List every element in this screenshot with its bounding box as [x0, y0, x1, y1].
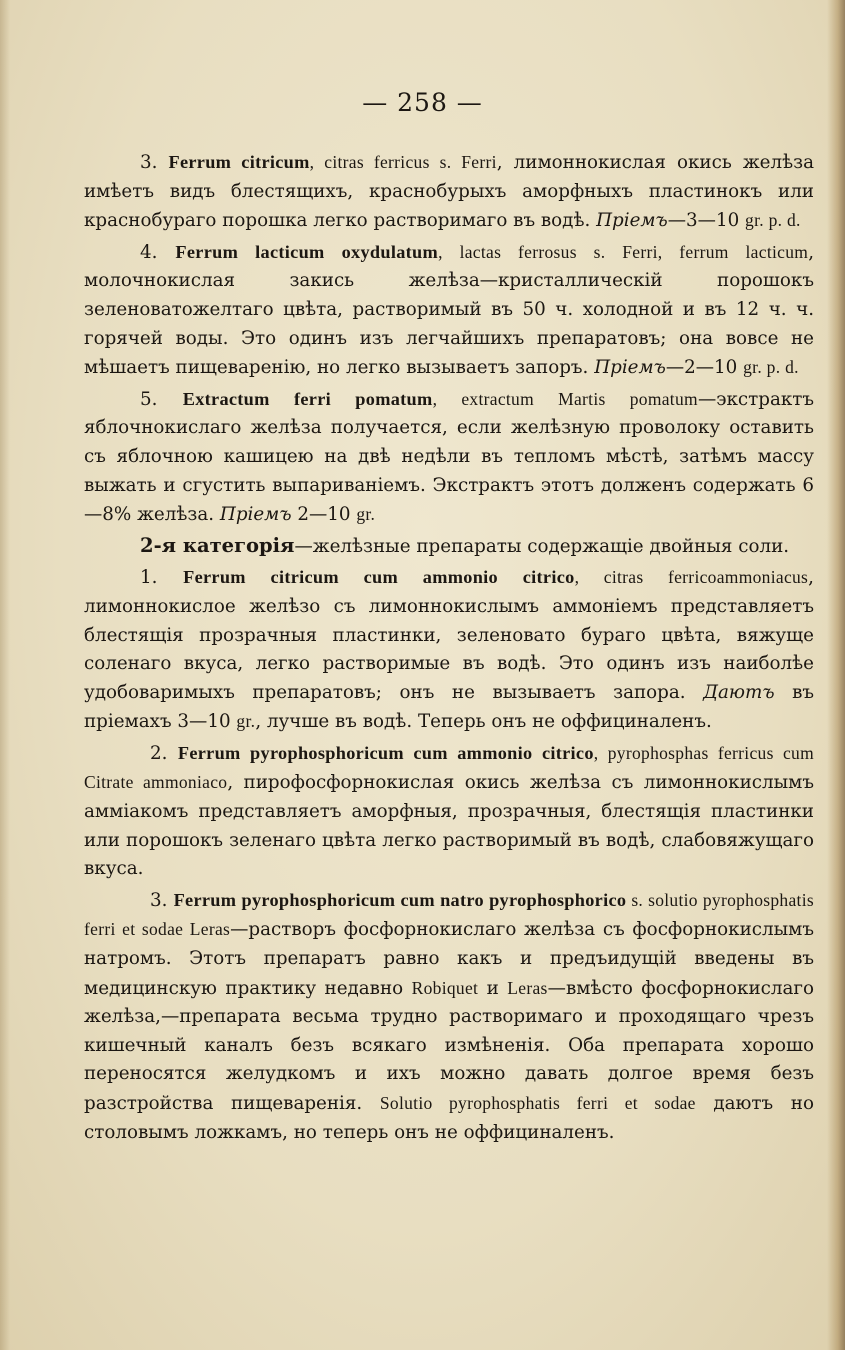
text-run: 2.	[150, 742, 178, 764]
drug-name: Ferrum lacticum oxydulatum	[175, 241, 439, 262]
text-run: , лимоннокислая окись желѣза имѣетъ видъ блестящихъ, краснобурыхъ аморфныхъ пластинокъ или краснобураго порошка легко растворимаго въ водѣ.	[84, 152, 814, 232]
text-run: 3.	[140, 152, 169, 173]
text-run: 2—10	[291, 504, 357, 526]
paragraph-category-2	[84, 532, 814, 562]
latin-term: , extractum Martis pomatum	[432, 388, 698, 409]
dosage-label: Пріемъ	[596, 210, 668, 232]
paragraph-ferrum-citricum-ammonio	[84, 563, 814, 737]
body-text	[84, 148, 814, 1149]
latin-term: gr.	[356, 504, 376, 525]
drug-name: Ferrum citricum cum ammonio citrico	[183, 567, 575, 588]
latin-term: , citras ferricus s. Ferri	[309, 152, 497, 172]
paragraph-ferrum-lacticum	[84, 238, 814, 383]
drug-name: Extractum ferri pomatum	[182, 388, 433, 409]
text-run: 1.	[140, 567, 184, 589]
latin-term: Robiquet	[411, 977, 479, 998]
dosage-label: Пріемъ	[594, 357, 666, 379]
latin-term: , citras ferricoammoniacus	[574, 567, 809, 588]
latin-term: Solutio pyrophosphatis ferri et sodae	[379, 1093, 696, 1113]
text-run: , пирофосфорнокислая окись желѣза съ лимоннокислымъ амміакомъ представляетъ аморфныя, прозрачныя, блестящія пластинки или порошокъ зеленаго цвѣта легко растворимый въ водѣ, слабовяжущаго вкуса.	[84, 772, 815, 880]
text-run: , лучше въ водѣ. Теперь онъ не оффициналенъ.	[255, 711, 712, 733]
text-run: —экстрактъ яблочнокислаго желѣза получается, если желѣзную проволоку оставить съ яблочною кашицею на двѣ недѣли въ тепломъ мѣстѣ, затѣмъ массу выжать и сгустить выпариваніемъ. Экстрактъ этотъ долженъ содержать 6—8% желѣза.	[84, 388, 815, 526]
text-run: и	[478, 977, 508, 999]
text-run: , молочнокислая закись желѣза—кристаллическій порошокъ зеленоватожелтаго цвѣта, растворимый въ 50 ч. холодной и въ 12 ч. ч. горячей воды. Это одинъ изъ легчайшихъ препаратовъ; она вовсе не мѣшаетъ пищеваренію, но легко вызываетъ запоръ.	[84, 241, 814, 379]
paragraph-ferrum-citricum	[84, 148, 814, 236]
text-run: 4.	[140, 241, 176, 263]
paragraph-extractum-ferri	[84, 385, 814, 530]
text-run: въ пріемахъ 3—10	[84, 681, 815, 733]
paragraph-ferrum-pyrophosphoricum-natro	[84, 886, 814, 1147]
page-shadow-left	[0, 0, 10, 1350]
dosage-label: Даютъ	[703, 681, 775, 703]
paragraph-ferrum-pyrophosphoricum-ammonio	[84, 739, 814, 884]
dosage-label: Пріемъ	[219, 504, 292, 526]
drug-name: Ferrum citricum	[168, 152, 310, 172]
page-number: — 258 —	[362, 88, 483, 117]
latin-term: gr.	[236, 711, 256, 732]
text-run: —желѣзные препараты содержащіе двойныя соли.	[294, 535, 790, 557]
latin-term: , lactas ferrosus s. Ferri, ferrum lacticum	[438, 241, 809, 262]
drug-name: Ferrum pyrophosphoricum cum natro pyrophosphorico	[173, 889, 627, 910]
category-heading: 2-я категорія	[140, 533, 295, 557]
text-run: —2—10	[665, 357, 744, 379]
latin-term: s. solutio pyrophosphatis ferri et sodae Leras	[84, 889, 814, 940]
latin-term: , pyrophosphas ferricus cum Citrate ammoniaco	[84, 742, 814, 793]
text-run: , лимоннокислое желѣзо съ лимоннокислымъ аммоніемъ представляетъ блестящія прозрачныя пластинки, зеленовато бураго цвѣта, вяжуще соленаго вкуса, легко растворимые въ водѣ. Это одинъ изъ наиболѣе удобоваримыхъ препаратовъ; онъ не вызываетъ запора.	[84, 567, 814, 703]
text-run: —3—10	[667, 210, 746, 232]
latin-term: Leras	[507, 977, 548, 998]
latin-term: gr. p. d.	[743, 357, 799, 378]
latin-term: gr. p. d.	[745, 210, 801, 231]
text-run: 5.	[140, 388, 183, 410]
text-run: даютъ но столовымъ ложкамъ, но теперь онъ не оффициналенъ.	[84, 1093, 814, 1143]
text-run: 3.	[150, 889, 174, 911]
page-shadow-right	[827, 0, 845, 1350]
text-run: —вмѣсто фосфорнокислаго желѣза,—препарата весьма трудно растворимаго и проходящаго чрезъ кишечный каналъ безъ всякаго измѣненія. Оба препарата хорошо переносятся желудкомъ и ихъ можно давать долгое время безъ разстройства пищеваренія.	[84, 977, 814, 1114]
drug-name: Ferrum pyrophosphoricum cum ammonio citrico	[177, 742, 594, 763]
text-run: —растворъ фосфорнокислаго желѣза съ фосфорнокислымъ натромъ. Этотъ препаратъ равно какъ и предъидущій введены въ медицинскую практику недавно	[84, 919, 814, 999]
